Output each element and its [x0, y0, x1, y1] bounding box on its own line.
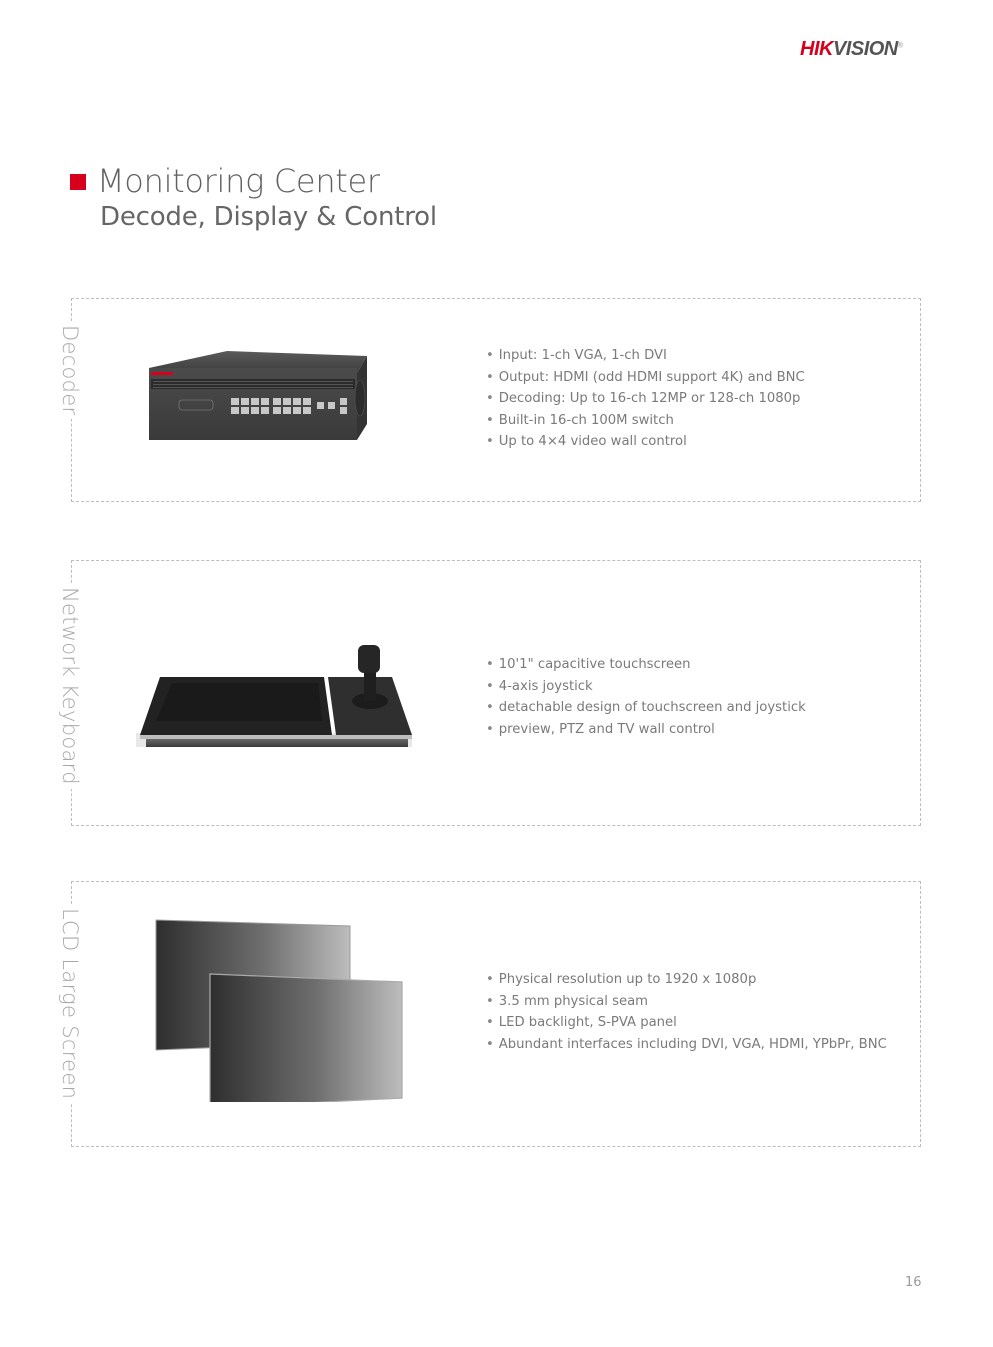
- decoder-device-image: [147, 346, 367, 441]
- feature-item: • Output: HDMI (odd HDMI support 4K) and BNC: [486, 367, 805, 389]
- feature-item: • 3.5 mm physical seam: [486, 991, 887, 1013]
- feature-item: • detachable design of touchscreen and joystick: [486, 697, 806, 719]
- logo-part-hik: HIK: [800, 38, 833, 60]
- feature-item: • Decoding: Up to 16-ch 12MP or 128-ch 1080p: [486, 388, 805, 410]
- feature-list: [486, 969, 887, 1055]
- feature-item: • Physical resolution up to 1920 x 1080p: [486, 969, 887, 991]
- page-title: Monitoring Center: [97, 162, 380, 200]
- network-keyboard-image: [134, 629, 414, 749]
- feature-item: • Input: 1-ch VGA, 1-ch DVI: [486, 345, 805, 367]
- section-lcd-large-screen: [58, 881, 921, 1147]
- feature-list: [486, 345, 805, 453]
- lcd-screen-image: [152, 912, 412, 1102]
- section-decoder: [58, 298, 921, 502]
- feature-item: • LED backlight, S-PVA panel: [486, 1012, 887, 1034]
- logo-part-vision: VISION: [832, 38, 898, 60]
- feature-item: • Abundant interfaces including DVI, VGA, HDMI, YPbPr, BNC: [486, 1034, 887, 1056]
- feature-item: • Up to 4×4 video wall control: [486, 431, 805, 453]
- page-number: 16: [905, 1275, 922, 1290]
- section-label: Decoder: [58, 321, 82, 419]
- section-network-keyboard: [58, 560, 921, 826]
- hikvision-logo: [800, 38, 902, 61]
- red-square-bullet-icon: [70, 174, 86, 190]
- section-label: Network Keyboard: [58, 583, 82, 789]
- section-label: LCD Large Screen: [58, 904, 82, 1103]
- registered-mark: ®: [897, 42, 903, 50]
- feature-item: • 10'1" capacitive touchscreen: [486, 654, 806, 676]
- feature-item: • 4-axis joystick: [486, 676, 806, 698]
- page-subtitle: Decode, Display & Control: [100, 202, 437, 232]
- feature-item: • Built-in 16-ch 100M switch: [486, 410, 805, 432]
- feature-list: [486, 654, 806, 740]
- feature-item: • preview, PTZ and TV wall control: [486, 719, 806, 741]
